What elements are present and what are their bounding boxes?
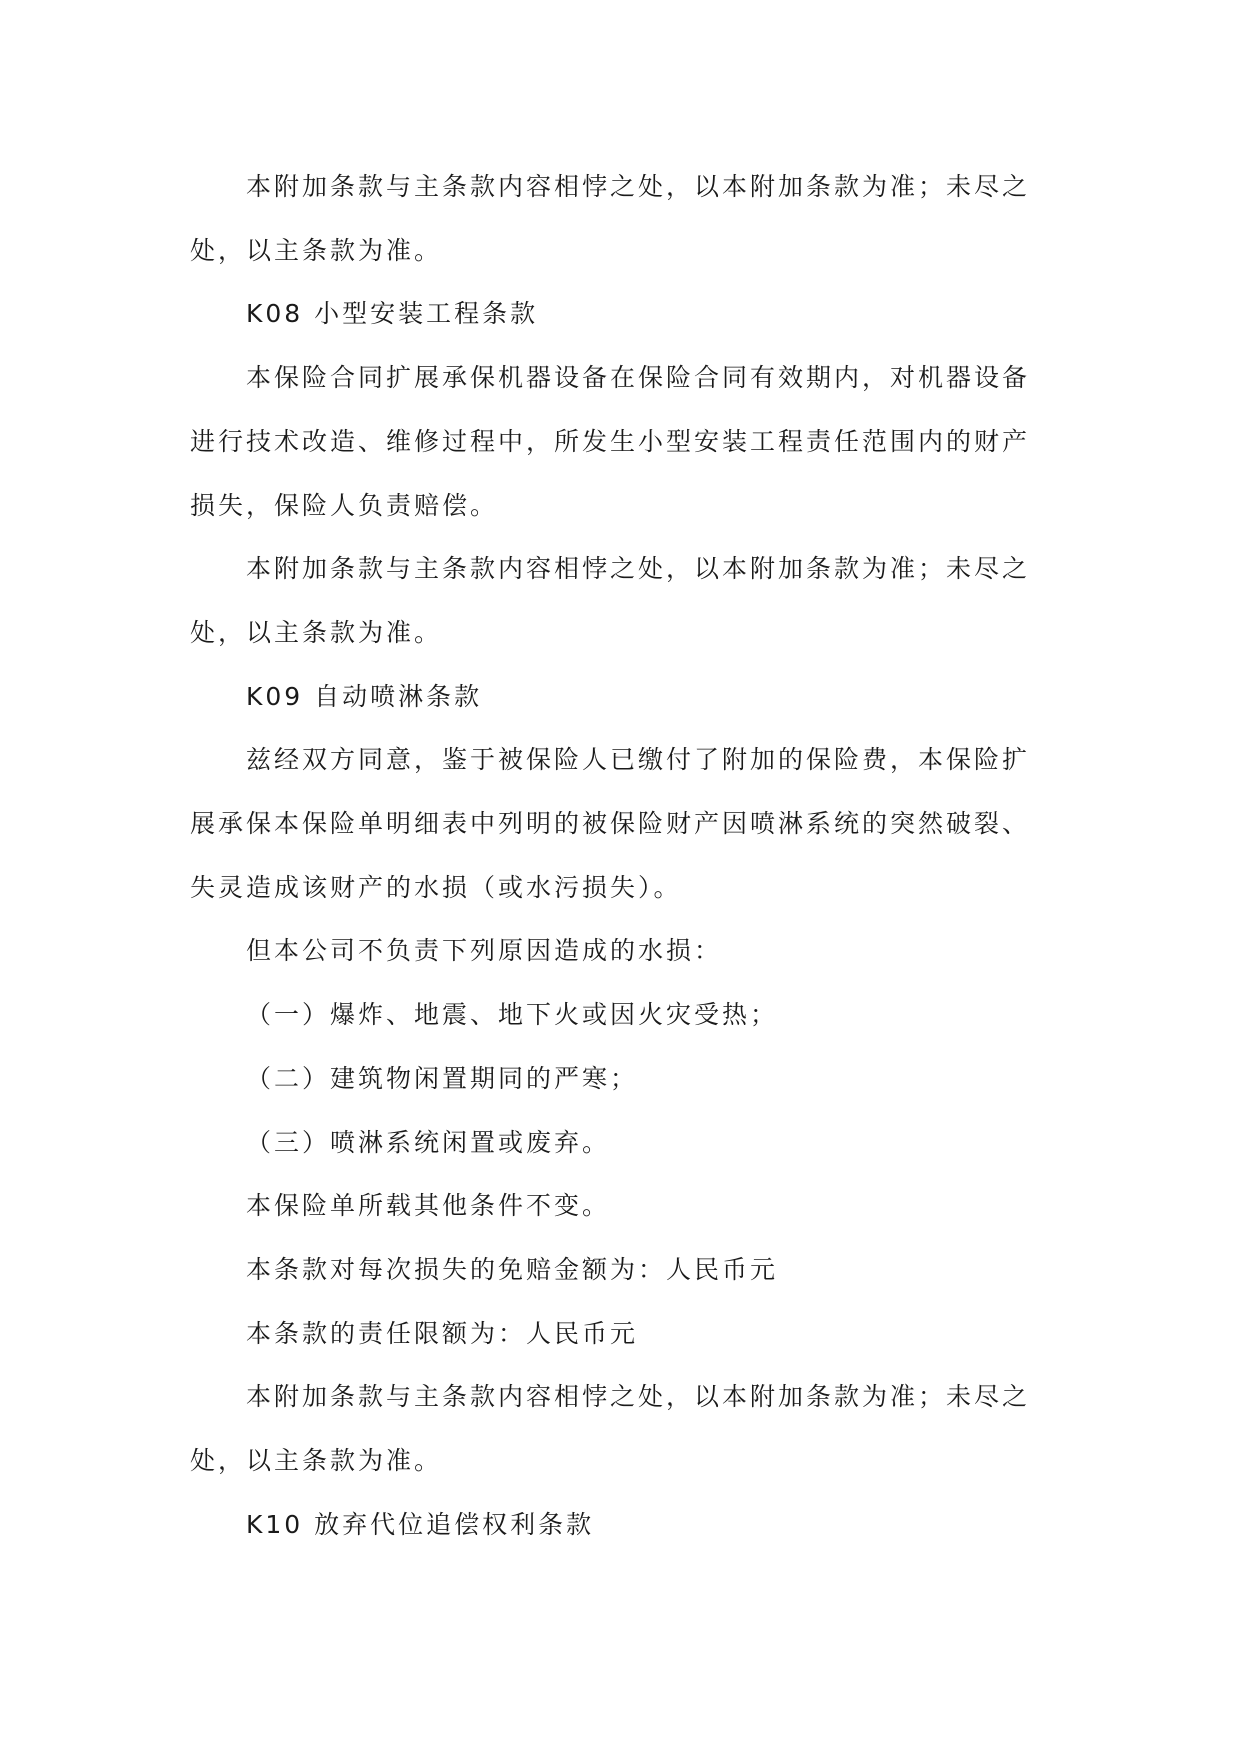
section-heading-k09: K09 自动喷淋条款: [246, 681, 483, 711]
paragraph-deductible: 本条款对每次损失的免赔金额为：人民币元: [246, 1254, 779, 1284]
paragraph-conflict-clause: 本附加条款与主条款内容相悖之处，以本附加条款为准；未尽之处，以主条款为准。: [190, 172, 1031, 265]
paragraph-k09-exclusions-intro: 但本公司不负责下列原因造成的水损：: [246, 936, 723, 966]
document-body: [190, 155, 1050, 1556]
list-item-exclusion-3: （三）喷淋系统闲置或废弃。: [246, 1127, 611, 1157]
paragraph-k08-coverage: 本保险合同扩展承保机器设备在保险合同有效期内，对机器设备进行技术改造、维修过程中，所发生小型安装工程责任范围内的财产损失，保险人负责赔偿。: [190, 363, 1031, 520]
paragraph-k09-coverage: 兹经双方同意，鉴于被保险人已缴付了附加的保险费，本保险扩展承保本保险单明细表中列明的被保险财产因喷淋系统的突然破裂、失灵造成该财产的水损（或水污损失）。: [190, 745, 1031, 902]
paragraph-conflict-clause: 本附加条款与主条款内容相悖之处，以本附加条款为准；未尽之处，以主条款为准。: [190, 1382, 1031, 1476]
paragraph-other-conditions: 本保险单所载其他条件不变。: [246, 1191, 611, 1221]
section-heading-k10: K10 放弃代位追偿权利条款: [246, 1509, 595, 1539]
list-item-exclusion-1: （一）爆炸、地震、地下火或因火灾受热；: [246, 1000, 779, 1030]
paragraph-liability-limit: 本条款的责任限额为：人民币元: [246, 1318, 639, 1348]
section-heading-k08: K08 小型安装工程条款: [246, 299, 539, 329]
paragraph-conflict-clause: 本附加条款与主条款内容相悖之处，以本附加条款为准；未尽之处，以主条款为准。: [190, 554, 1031, 647]
list-item-exclusion-2: （二）建筑物闲置期同的严寒；: [246, 1063, 639, 1093]
